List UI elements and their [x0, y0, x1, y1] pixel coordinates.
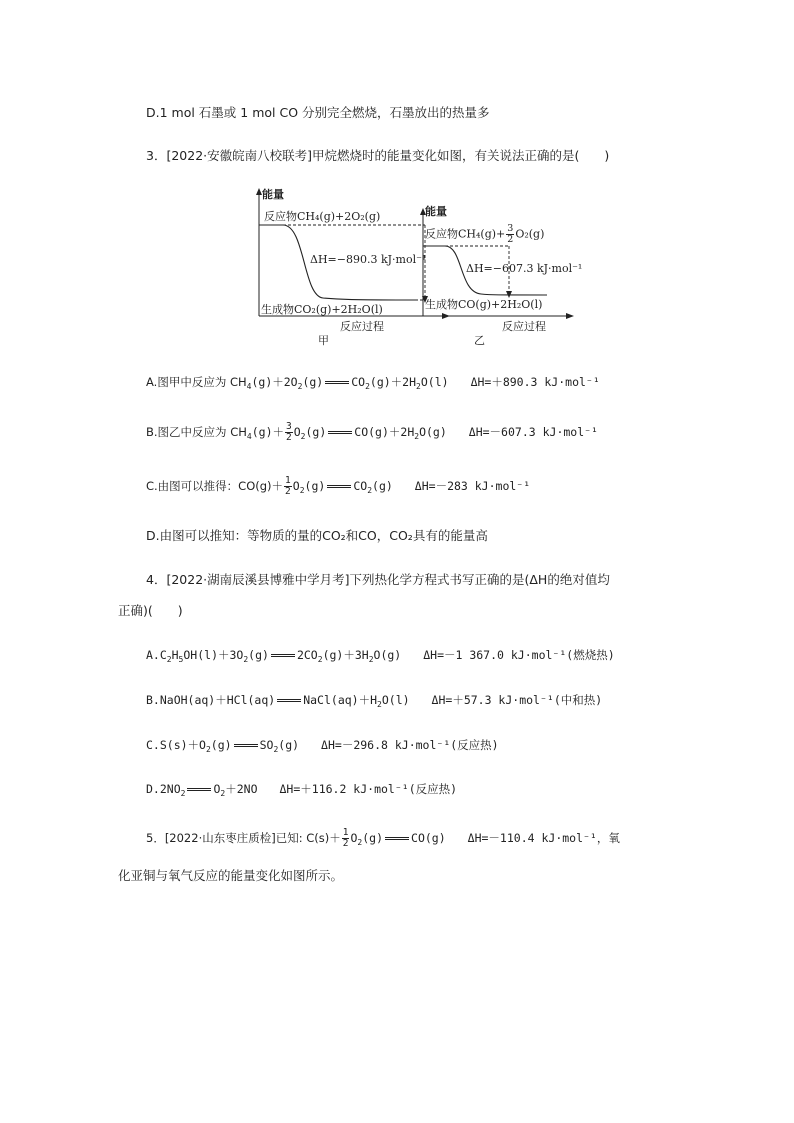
q4-option-a: $A.C_2H_5OH(l)+3O_2(g)$ $2CO_2(g)+3H_2O(g)$ ΔH=－1 367.0 kJ·mol⁻¹(燃烧热): [146, 648, 615, 664]
equals-arrow-icon: [277, 699, 301, 702]
fraction-1-2: $\frac{1}{2}$: [342, 827, 349, 849]
diagram-yi-x-label: 反应过程: [502, 320, 546, 333]
q3-option-c-dh: ΔH=－283 kJ·mol⁻¹: [414, 479, 531, 493]
q4-option-d: $D.2NO_2$ $O_2+2NO$ ΔH=＋116.2 kJ·mol⁻¹(反应热): [146, 782, 458, 798]
q3-option-a: A.图甲中反应为 $CH_4(g)+2O_2(g)$ $CO_2(g)+2H_2O(l)$ ΔH=＋890.3 kJ·mol⁻¹: [146, 375, 600, 391]
q2-option-d: D.1 mol 石墨或 1 mol CO 分别完全燃烧，石墨放出的热量多: [146, 105, 490, 120]
diagram-jia-x-label: 反应过程: [340, 320, 384, 333]
q3-option-b-prefix: B.图乙中反应为 CH: [146, 425, 247, 439]
fraction-3-2: $\frac{3}{2}$: [286, 421, 292, 443]
fraction-1-2: $\frac{1}{2}$: [285, 475, 291, 497]
equals-arrow-icon: [325, 381, 349, 384]
diagram-yi-frac-den: 2: [507, 234, 514, 245]
q3-stem: 3．[2022·安徽皖南八校联考]甲烷燃烧时的能量变化如图，有关说法正确的是( ): [146, 148, 610, 163]
q4-option-c: $C.S(s)+O_2(g)$ $SO_2(g)$ ΔH=－296.8 kJ·mol⁻¹(反应热): [146, 738, 499, 754]
q4-option-c-dh: ΔH=－296.8 kJ·mol⁻¹(反应热): [321, 738, 499, 752]
diagram-yi-frac-num: 3: [507, 223, 514, 234]
diagram-jia-dh: ΔH=−890.3 kJ·mol⁻¹: [310, 253, 427, 266]
diagram-yi-reactant-tail: O₂(g): [515, 227, 545, 241]
q3-option-a-prefix: A.图甲中反应为 CH: [146, 375, 247, 389]
diagram-jia-reactant: 反应物CH₄(g)+2O₂(g): [264, 210, 381, 223]
equals-arrow-icon: [328, 431, 352, 434]
q4-option-a-dh: ΔH=－1 367.0 kJ·mol⁻¹(燃烧热): [423, 648, 615, 662]
diagram-yi-y-label: 能量: [425, 205, 447, 218]
diagram-yi-fraction: [506, 224, 514, 245]
q3-option-a-dh: ΔH=＋890.3 kJ·mol⁻¹: [470, 375, 600, 389]
q3-option-c: C.由图可以推得：CO(g)＋ $\frac{1}{2}$ $O_2(g)$ $CO_2(g)$ ΔH=－283 kJ·mol⁻¹: [146, 475, 531, 497]
q3-option-c-prefix: C.由图可以推得：CO(g)＋: [146, 479, 284, 493]
q3-option-d: D.由图可以推知：等物质的量的CO₂和CO，CO₂具有的能量高: [146, 528, 488, 543]
diagram-yi-caption: 乙: [474, 334, 485, 347]
diagram-jia-caption: 甲: [318, 334, 329, 347]
q5-stem-line2: 化亚铜与氧气反应的能量变化如图所示。: [118, 868, 344, 883]
q5-stem-line1: 5．[2022·山东枣庄质检]已知: C(s)＋ $\frac{1}{2}$ $O_2(g)$ CO(g) ΔH=－110.4 kJ·mol⁻¹，氧: [146, 827, 620, 849]
diagram-yi-reactant-text: 反应物CH₄(g)+: [425, 227, 506, 241]
q3-option-b: B.图乙中反应为 $CH_4(g)+$ $\frac{3}{2}$ $O_2(g)$ $CO(g)+2H_2O(g)$ ΔH=－607.3 kJ·mol⁻¹: [146, 421, 598, 443]
equals-arrow-icon: [385, 837, 409, 840]
q4-option-b: B.NaOH(aq)＋HCl(aq) $NaCl(aq)+H_2O(l)$ ΔH=＋57.3 kJ·mol⁻¹(中和热): [146, 693, 603, 709]
q4-stem-line2: 正确)( ): [118, 603, 183, 618]
diagram-yi-reactant: [425, 224, 544, 245]
q3-option-b-dh: ΔH=－607.3 kJ·mol⁻¹: [468, 425, 598, 439]
diagram-yi-product: 生成物CO(g)+2H₂O(l): [425, 298, 543, 311]
equals-arrow-icon: [271, 654, 295, 657]
diagram-jia-y-label: 能量: [262, 188, 284, 201]
q4-option-d-dh: ΔH=＋116.2 kJ·mol⁻¹(反应热): [279, 782, 458, 796]
equals-arrow-icon: [327, 485, 351, 488]
q5-stem-prefix: 5．[2022·山东枣庄质检]已知: C(s)＋: [146, 831, 341, 845]
equals-arrow-icon: [187, 788, 211, 791]
q5-stem-dh: ΔH=－110.4 kJ·mol⁻¹，氧: [467, 831, 620, 845]
q4-option-b-dh: ΔH=＋57.3 kJ·mol⁻¹(中和热): [431, 693, 603, 707]
diagram-yi-dh: ΔH=−607.3 kJ·mol⁻¹: [466, 262, 583, 275]
q4-stem-line1: 4．[2022·湖南辰溪县博雅中学月考]下列热化学方程式书写正确的是(ΔH的绝对值均: [146, 572, 610, 587]
diagram-jia-product: 生成物CO₂(g)+2H₂O(l): [261, 303, 383, 316]
equals-arrow-icon: [234, 744, 258, 747]
